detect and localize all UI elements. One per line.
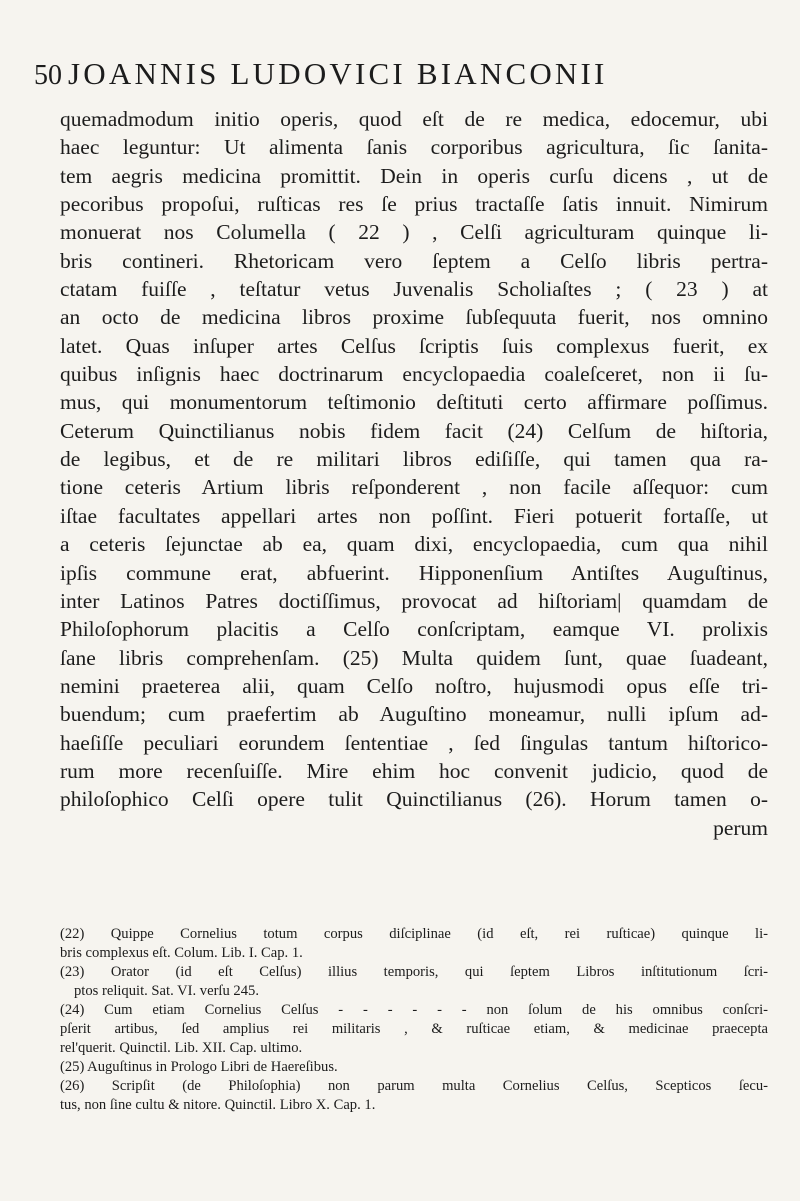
text-line: haec leguntur: Ut alimenta ſanis corporibus agricultura, ſic ſanita- [60, 135, 768, 160]
text-line: de legibus, et de re militari libros ediſiſſe, qui tamen qua ra- [60, 447, 768, 472]
footnote-line: pſerit artibus, ſed amplius rei militaris , & ruſticae etiam, & medicinae praecepta [60, 1021, 768, 1038]
text-line: tem aegris medicina promittit. Dein in operis curſu dicens , ut de [60, 163, 768, 188]
running-title: JOANNIS LUDOVICI BIANCONII [68, 56, 608, 91]
text-line: quemadmodum initio operis, quod eſt de re medica, edocemur, ubi [60, 107, 768, 131]
text-line: inter Latinos Patres doctiſſimus, provocat ad hiſtoriam| quamdam de [60, 588, 768, 613]
text-line: buendum; cum praefertim ab Auguſtino moneamur, nulli ipſum ad- [60, 702, 768, 727]
page-number: 50 [34, 60, 62, 91]
text-line: ipſis commune erat, abfuerint. Hipponenſium Antiſtes Auguſtinus, [60, 560, 768, 585]
text-line: pecoribus propoſui, ruſticas res ſe prius tractaſſe ſatis innuit. Nimirum [60, 192, 768, 217]
text-line: monuerat nos Columella ( 22 ) , Celſi agriculturam quinque li- [60, 220, 768, 245]
text-line: iſtae facultates appellari artes non poſſint. Fieri potuerit fortaſſe, ut [60, 503, 768, 528]
text-line: bris contineri. Rhetoricam vero ſeptem a Celſo libris pertra- [60, 248, 768, 273]
footnote-line: bris complexus eſt. Colum. Lib. I. Cap. 1. [60, 945, 303, 962]
footnote-line: rel'querit. Quinctil. Lib. XII. Cap. ultimo. [60, 1040, 303, 1057]
footnotes [60, 925, 768, 1115]
catchword: perum [713, 815, 768, 840]
text-line: quibus inſignis haec doctrinarum encyclopaedia coaleſceret, non ii ſu- [60, 362, 768, 387]
text-line: tione ceteris Artium libris reſponderent , non facile aſſequor: cum [60, 475, 768, 500]
main-text [60, 105, 768, 842]
text-line: mus, qui monumentorum teſtimonio deſtituti certo affirmare poſſimus. [60, 390, 768, 415]
footnote-line: ptos reliquit. Sat. VI. verſu 245. [74, 983, 259, 1000]
text-line: rum more recenſuiſſe. Mire ehim hoc convenit judicio, quod de [60, 758, 768, 783]
footnote-line: tus, non ſine cultu & nitore. Quinctil. Libro X. Cap. 1. [60, 1097, 376, 1114]
text-line: nemini praeterea alii, quam Celſo noſtro, hujusmodi opus eſſe tri- [60, 673, 768, 698]
text-line: Ceterum Quinctilianus nobis fidem facit (24) Celſum de hiſtoria, [60, 418, 768, 443]
text-line: an octo de medicina libros proxime ſubſequuta fuerit, nos omnino [60, 305, 768, 330]
footnote-line: (24) Cum etiam Cornelius Celſus - - - - - - non ſolum de his omnibus conſcri- [60, 1002, 768, 1019]
text-line: philoſophico Celſi opere tulit Quinctilianus (26). Horum tamen o- [60, 787, 768, 812]
footnote-line: (26) Scripſit (de Philoſophia) non parum multa Cornelius Celſus, Scepticos ſecu- [60, 1078, 768, 1095]
footnote-line: (22) Quippe Cornelius totum corpus diſciplinae (id eſt, rei ruſticae) quinque li- [60, 926, 768, 942]
text-line: Philoſophorum placitis a Celſo conſcriptam, eamque VI. prolixis [60, 617, 768, 642]
text-line: a ceteris ſejunctae ab ea, quam dixi, encyclopaedia, cum qua nihil [60, 532, 768, 557]
text-line: ctatam fuiſſe , teſtatur vetus Juvenalis Scholiaſtes ; ( 23 ) at [60, 277, 768, 302]
text-line: ſane libris comprehenſam. (25) Multa quidem ſunt, quae ſuadeant, [60, 645, 768, 670]
footnote-line: (25) Auguſtinus in Prologo Libri de Haereſibus. [60, 1059, 338, 1076]
text-line: latet. Quas inſuper artes Celſus ſcriptis ſuis complexus fuerit, ex [60, 333, 768, 358]
page-header [34, 56, 764, 96]
text-line: haeſiſſe peculiari eorundem ſententiae , ſed ſingulas tantum hiſtorico- [60, 730, 768, 755]
footnote-line: (23) Orator (id eſt Celſus) illius temporis, qui ſeptem Libros inſtitutionum ſcri- [60, 964, 768, 981]
